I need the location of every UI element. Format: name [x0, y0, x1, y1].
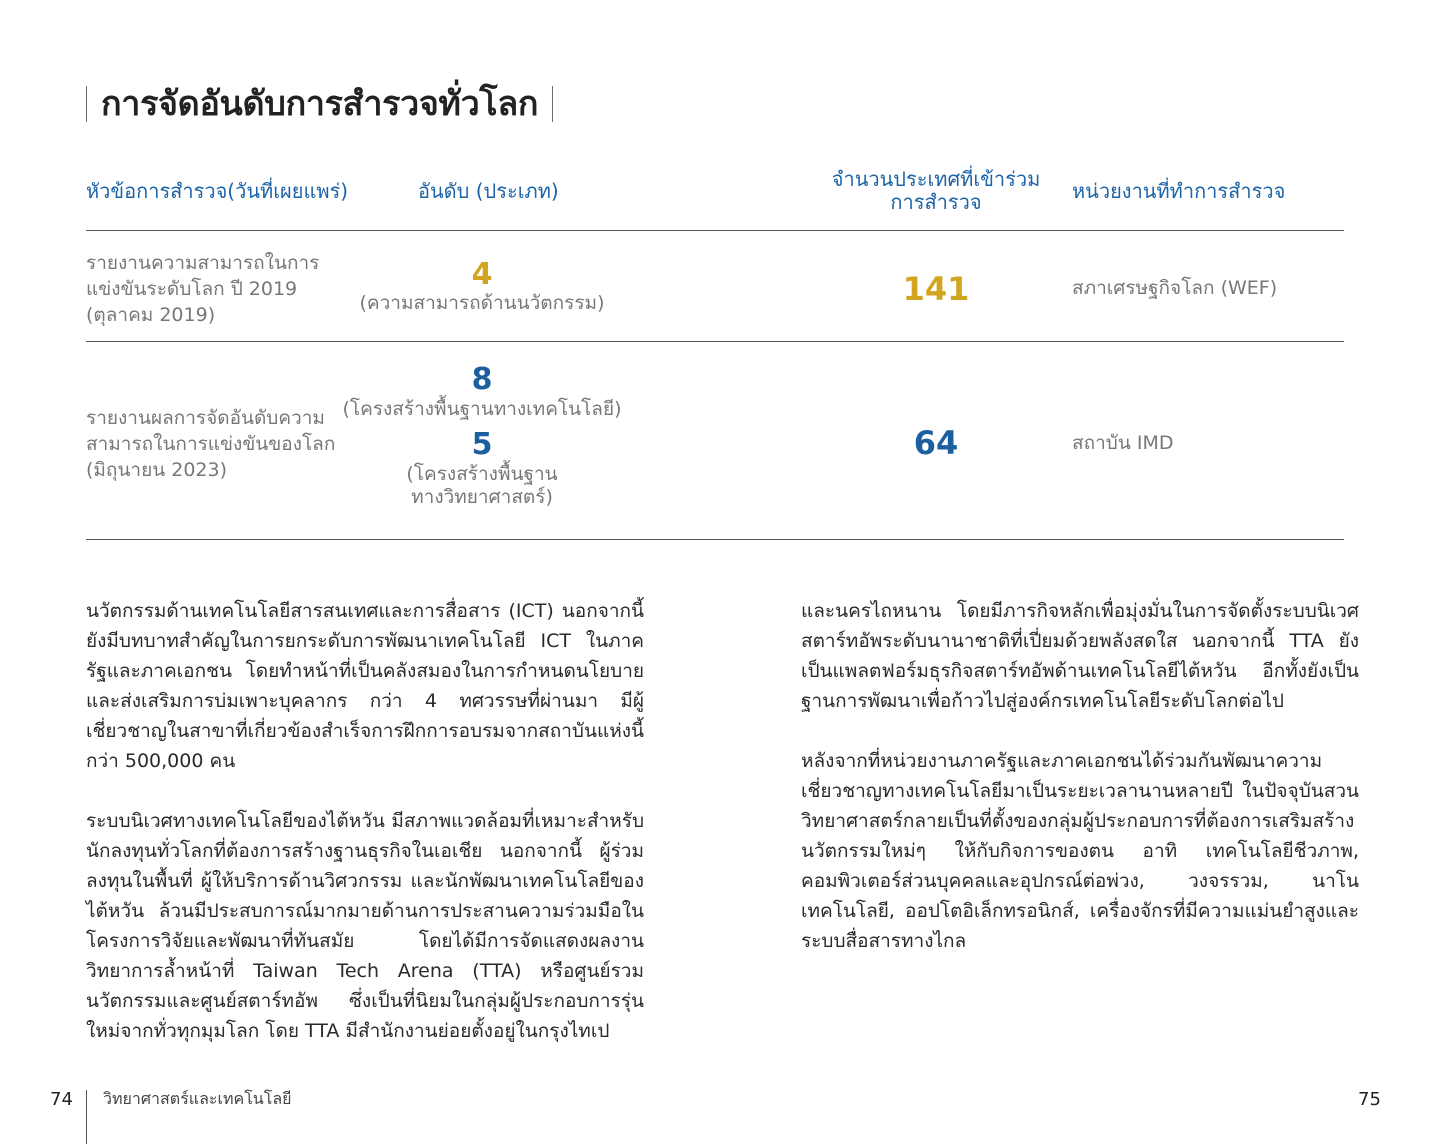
row2-topic-line2: สามารถในการแข่งขันของโลก — [86, 433, 336, 455]
row2-topic — [86, 405, 356, 483]
body-left-column — [86, 596, 644, 1076]
table-rule-top — [86, 230, 1344, 231]
body-right-paragraph-1: และนครไถหนาน โดยมีภารกิจหลักเพื่อมุ่งมั่นในการจัดตั้งระบบนิเวศสตาร์ทอัพระดับนานาชาติที่เปี่ยมด้วยพลังสดใส นอกจากนี้ TTA ยังเป็นแพลตฟอร์มธุรกิจสตาร์ทอัพด้านเทคโนโลยีไต้หวัน อีกทั้งยังเป็นฐานการพัฒนาเพื่อก้าวไปสู่องค์กรเทคโนโลยีระดับโลกต่อไป — [801, 600, 1359, 712]
row2-rank1-type: (โครงสร้างพื้นฐานทางเทคโนโลยี) — [342, 398, 622, 420]
row2-rank2-value: 5 — [471, 427, 493, 462]
row2-agency: สถาบัน IMD — [1072, 432, 1174, 454]
row2-rank1-value: 8 — [471, 362, 493, 397]
row2-rank2-type-line1: (โครงสร้างพื้นฐาน — [406, 463, 558, 485]
row2-rank2-type-line2: ทางวิทยาศาสตร์) — [411, 486, 553, 508]
row2-countries-cell — [826, 424, 1046, 462]
page-title-block — [86, 84, 553, 124]
row1-rank-cell — [340, 258, 624, 315]
row1-topic-line1: รายงานความสามารถในการ — [86, 252, 320, 274]
row2-rank-cell — [340, 362, 624, 509]
table-rule-middle — [86, 341, 1344, 342]
header-agency: หน่วยงานที่ทำการสำรวจ — [1072, 179, 1286, 203]
page-title: การจัดอันดับการสำรวจทั่วโลก — [101, 84, 539, 124]
row1-topic-line3: (ตุลาคม 2019) — [86, 304, 216, 326]
page-number-left: 74 — [50, 1089, 73, 1110]
header-topic: หัวข้อการสำรวจ(วันที่เผยแพร่) — [86, 179, 349, 203]
title-left-bar — [86, 86, 87, 122]
body-left-paragraph-1: นวัตกรรมด้านเทคโนโลยีสารสนเทศและการสื่อสาร (ICT) นอกจากนี้ยังมีบทบาทสำคัญในการยกระดับการพัฒนาเทคโนโลยี ICT ในภาครัฐและภาคเอกชน โดยทำหน้าที่เป็นคลังสมองในการกำหนดนโยบายและส่งเสริมการบ่มเพาะบุคลากร กว่า 4 ทศวรรษที่ผ่านมา มีผู้เชี่ยวชาญในสาขาที่เกี่ยวข้องสำเร็จการฝึกการอบรมจากสถาบันแห่งนี้กว่า 500,000 คน — [86, 600, 644, 772]
header-countries-line2: การสำรวจ — [890, 190, 982, 214]
row1-countries-cell — [826, 270, 1046, 308]
footer-divider — [86, 1090, 87, 1144]
row1-topic-line2: แข่งขันระดับโลก ปี 2019 — [86, 278, 298, 300]
row1-rank-type: (ความสามารถด้านนวัตกรรม) — [359, 292, 605, 314]
body-left-paragraph-2: ระบบนิเวศทางเทคโนโลยีของไต้หวัน มีสภาพแวดล้อมที่เหมาะสำหรับนักลงทุนทั่วโลกที่ต้องการสร้างฐานธุรกิจในเอเชีย นอกจากนี้ ผู้ร่วมลงทุนในพื้นที่ ผู้ให้บริการด้านวิศวกรรม และนักพัฒนาเทคโนโลยีของไต้หวัน ล้วนมีประสบการณ์มากมายด้านการประสานความร่วมมือในโครงการวิจัยและพัฒนาที่ทันสมัย โดยได้มีการจัดแสดงผลงานวิทยาการล้ำหน้าที่ Taiwan Tech Arena (TTA) หรือศูนย์รวมนวัตกรรมและศูนย์สตาร์ทอัพ ซึ่งเป็นที่นิยมในกลุ่มผู้ประกอบการรุ่นใหม่จากทั่วทุกมุมโลก โดย TTA มีสำนักงานย่อยตั้งอยู่ในกรุงไทเป — [86, 810, 644, 1042]
row1-countries-value: 141 — [902, 270, 970, 308]
body-right-paragraph-2: หลังจากที่หน่วยงานภาครัฐและภาคเอกชนได้ร่วมกันพัฒนาความเชี่ยวชาญทางเทคโนโลยีมาเป็นระยะเวลานานหลายปี ในปัจจุบันสวนวิทยาศาสตร์กลายเป็นที่ตั้งของกลุ่มผู้ประกอบการที่ต้องการเสริมสร้างนวัตกรรมใหม่ๆ ให้กับกิจการของตน อาทิ เทคโนโลยีชีวภาพ, คอมพิวเตอร์ส่วนบุคคลและอุปกรณ์ต่อพ่วง, วงจรรวม, นาโนเทคโนโลยี, ออปโตอิเล็กทรอนิกส์, เครื่องจักรที่มีความแม่นยำสูงและระบบสื่อสารทางไกล — [801, 750, 1359, 952]
table-rule-bottom — [86, 539, 1344, 540]
title-right-bar — [552, 86, 553, 122]
page-number-right: 75 — [1358, 1089, 1381, 1110]
row2-topic-line1: รายงานผลการจัดอันดับความ — [86, 407, 325, 429]
header-countries — [826, 168, 1046, 214]
header-countries-line1: จำนวนประเทศที่เข้าร่วม — [831, 167, 1041, 191]
row2-countries-value: 64 — [913, 424, 959, 462]
row1-topic — [86, 250, 356, 328]
body-right-column — [801, 596, 1359, 986]
row1-agency: สภาเศรษฐกิจโลก (WEF) — [1072, 277, 1278, 299]
row2-topic-line3: (มิถุนายน 2023) — [86, 459, 228, 481]
row1-rank-value: 4 — [471, 257, 493, 292]
header-rank: อันดับ (ประเภท) — [418, 179, 559, 203]
footer-section-label: วิทยาศาสตร์และเทคโนโลยี — [103, 1089, 292, 1108]
